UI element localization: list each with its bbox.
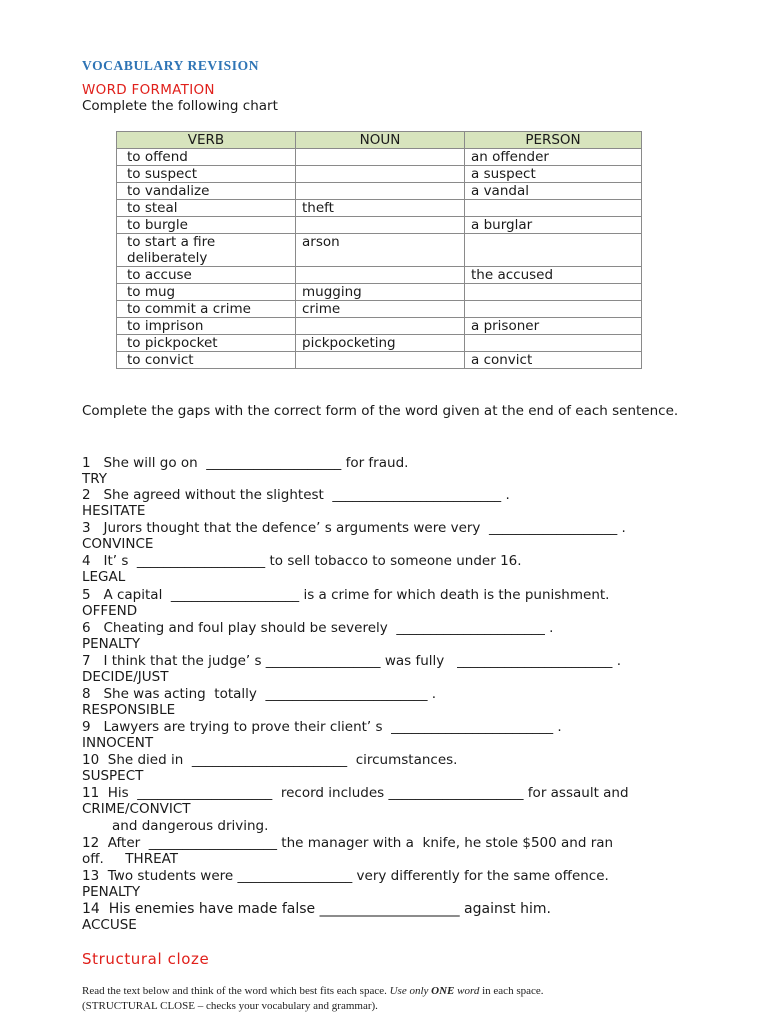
cell-verb: to steal [117, 200, 296, 217]
cell-verb: to suspect [117, 166, 296, 183]
table-row [117, 284, 642, 301]
structural-cloze-title: Structural cloze [82, 950, 210, 968]
section-title: WORD FORMATION [82, 82, 215, 98]
gap-instructions: Complete the gaps with the correct form of the word given at the end of each sentence. [82, 403, 679, 419]
cell-verb: to accuse [117, 267, 296, 284]
question-sentence: 10 She died in _______________________ circumstances. [82, 752, 458, 768]
table-row [117, 335, 642, 352]
question-sentence: 5 A capital ___________________ is a crime for which death is the punishment. [82, 587, 610, 603]
cloze-text-c: ONE [431, 985, 455, 997]
table-row [117, 217, 642, 234]
question-sentence: 13 Two students were _________________ very differently for the same offence. [82, 868, 609, 884]
column-header-verb: VERB [117, 132, 296, 149]
cell-person: a prisoner [465, 318, 642, 335]
cell-person: a burglar [465, 217, 642, 234]
cell-person [465, 284, 642, 301]
question-continuation: and dangerous driving. [82, 818, 269, 834]
cell-noun [296, 217, 465, 234]
question-root-word: PENALTY [82, 636, 141, 652]
table-row [117, 149, 642, 166]
table-row [117, 352, 642, 369]
table-row [117, 301, 642, 318]
cell-verb: to pickpocket [117, 335, 296, 352]
question-sentence: 4 It’ s ___________________ to sell tobacco to someone under 16. [82, 553, 522, 569]
cell-person: a vandal [465, 183, 642, 200]
cell-person [465, 200, 642, 217]
question-root-word: INNOCENT [82, 735, 154, 751]
cloze-text-d: word [454, 985, 480, 997]
page-title: VOCABULARY REVISION [82, 58, 260, 73]
cell-noun: arson [296, 234, 465, 267]
question-sentence: 6 Cheating and foul play should be severely ______________________ . [82, 620, 554, 636]
word-formation-table [116, 131, 642, 369]
cell-verb: to commit a crime [117, 301, 296, 318]
cell-verb: to burgle [117, 217, 296, 234]
table-row [117, 200, 642, 217]
cloze-instructions [82, 984, 692, 1014]
cell-person [465, 301, 642, 318]
question-sentence: 2 She agreed without the slightest _________________________ . [82, 487, 510, 503]
table-row [117, 234, 642, 267]
cell-person [465, 335, 642, 352]
table-header-row [117, 132, 642, 149]
cell-person: an offender [465, 149, 642, 166]
question-sentence: 7 I think that the judge’ s _________________ was fully _______________________ . [82, 653, 621, 669]
question-sentence: 3 Jurors thought that the defence’ s arguments were very ___________________ . [82, 520, 626, 536]
cell-noun [296, 149, 465, 166]
cell-noun: mugging [296, 284, 465, 301]
question-root-word: DECIDE/JUST [82, 669, 169, 685]
cloze-text-b: Use only [389, 985, 432, 997]
chart-instruction: Complete the following chart [82, 98, 278, 114]
question-sentence: 14 His enemies have made false ____________________ against him. [82, 901, 551, 917]
cell-verb: to start a fire deliberately [117, 234, 296, 267]
cell-person: a suspect [465, 166, 642, 183]
cell-noun [296, 166, 465, 183]
column-header-person: PERSON [465, 132, 642, 149]
cloze-text-e: in each space. [479, 985, 544, 997]
cell-person [465, 234, 642, 267]
column-header-noun: NOUN [296, 132, 465, 149]
cell-person: the accused [465, 267, 642, 284]
question-root-word: TRY [82, 471, 108, 487]
cell-noun: pickpocketing [296, 335, 465, 352]
cell-noun [296, 183, 465, 200]
question-root-word: CONVINCE [82, 536, 154, 552]
cell-verb: to mug [117, 284, 296, 301]
question-root-word: PENALTY [82, 884, 141, 900]
question-root-word: LEGAL [82, 569, 126, 585]
cell-noun: crime [296, 301, 465, 318]
question-sentence: 12 After ___________________ the manager with a knife, he stole $500 and ran [82, 835, 614, 851]
cloze-text-a: Read the text below and think of the word which best fits each space. [82, 985, 390, 997]
cell-person: a convict [465, 352, 642, 369]
cell-verb: to convict [117, 352, 296, 369]
table-row [117, 183, 642, 200]
cell-verb: to imprison [117, 318, 296, 335]
cell-verb: to vandalize [117, 183, 296, 200]
question-root-word: HESITATE [82, 503, 146, 519]
question-root-word: CRIME/CONVICT [82, 801, 191, 817]
cell-noun [296, 318, 465, 335]
question-root-word: SUSPECT [82, 768, 144, 784]
question-sentence: 1 She will go on ____________________ for fraud. [82, 455, 409, 471]
cloze-text-f: (STRUCTURAL CLOSE – checks your vocabulary and grammar). [82, 1000, 378, 1012]
table-body [117, 149, 642, 369]
cell-noun [296, 352, 465, 369]
cell-verb: to offend [117, 149, 296, 166]
cell-noun [296, 267, 465, 284]
question-root-word: off. THREAT [82, 851, 179, 867]
table-row [117, 267, 642, 284]
question-root-word: ACCUSE [82, 917, 137, 933]
question-root-word: OFFEND [82, 603, 138, 619]
cell-noun: theft [296, 200, 465, 217]
table-row [117, 318, 642, 335]
question-sentence: 8 She was acting totally ________________________ . [82, 686, 437, 702]
table-row [117, 166, 642, 183]
question-sentence: 9 Lawyers are trying to prove their client’ s ________________________ . [82, 719, 562, 735]
question-sentence: 11 His ____________________ record includes ____________________ for assault and [82, 785, 629, 801]
question-root-word: RESPONSIBLE [82, 702, 176, 718]
